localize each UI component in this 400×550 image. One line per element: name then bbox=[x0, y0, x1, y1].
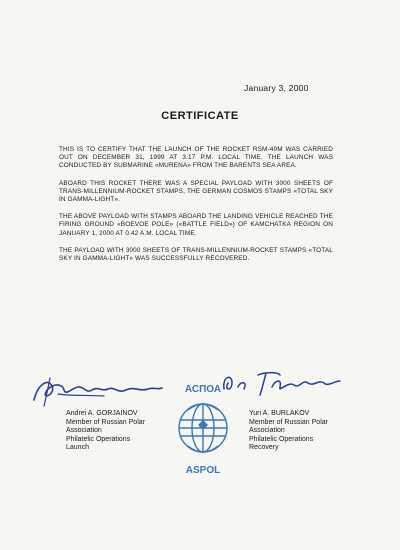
paragraph-launch: THIS IS TO CERTIFY THAT THE LAUNCH OF THE ROCKET RSM-40M WAS CARRIED OUT ON DECEMBER 31, 1999 AT 3.17 P.M. LOCAL TIME. THE LAUNCH WAS CONDUCTED BY SUBMARINE «MURENA» FROM THE BARENTS SEA AREA. bbox=[59, 146, 333, 170]
left-signer-line1: Member of Russian Polar bbox=[66, 418, 145, 426]
certificate-title: CERTIFICATE bbox=[161, 110, 239, 122]
certificate-date: January 3, 2000 bbox=[244, 83, 309, 93]
left-signer-line4: Launch bbox=[66, 444, 89, 452]
right-signature bbox=[218, 365, 348, 399]
right-signer-line4: Recovery bbox=[249, 444, 279, 452]
right-signer-block bbox=[249, 410, 369, 453]
paragraph-landing: THE ABOVE PAYLOAD WITH STAMPS ABOARD THE LANDING VEHICLE REACHED THE FIRING GROUND «BOEVOE POLE» («BATTLE FIELD») OF KAMCHATKA REGION ON JANUARY 1, 2000 AT 0.42 A.M. LOCAL TIME. bbox=[59, 213, 333, 237]
left-signer-line3: Philatelic Operations bbox=[66, 435, 131, 443]
left-signature bbox=[28, 370, 168, 410]
right-signer-line3: Philatelic Operations bbox=[249, 435, 314, 443]
right-signer-name: Yuri A. BURLAKOV bbox=[249, 410, 310, 417]
left-signer-line2: Association bbox=[66, 427, 102, 435]
right-signer-line2: Association bbox=[249, 427, 285, 435]
paragraph-recovery: THE PAYLOAD WITH 3000 SHEETS OF TRANS-MILLENNIUM-ROCKET STAMPS «TOTAL SKY IN GAMMA-LIGHT» WAS SUCCESSFULLY RECOVERED. bbox=[59, 246, 333, 263]
right-signer-line1: Member of Russian Polar bbox=[249, 418, 328, 426]
left-signer-block bbox=[66, 410, 186, 453]
seal-bottom-text: ASPOL bbox=[185, 465, 221, 476]
aspol-seal-icon bbox=[172, 378, 234, 478]
left-signer-name: Andrei A. GORJAINOV bbox=[66, 410, 138, 417]
paragraph-payload: ABOARD THIS ROCKET THERE WAS A SPECIAL PAYLOAD WITH 3000 SHEETS OF TRANS-MILLENNIUM-ROCKET STAMPS, THE GERMAN COSMOS STAMPS «TOTAL SKY IN GAMMA-LIGHT». bbox=[59, 179, 333, 204]
seal-top-text: АСПОА bbox=[184, 384, 222, 395]
certificate-body bbox=[59, 146, 333, 272]
